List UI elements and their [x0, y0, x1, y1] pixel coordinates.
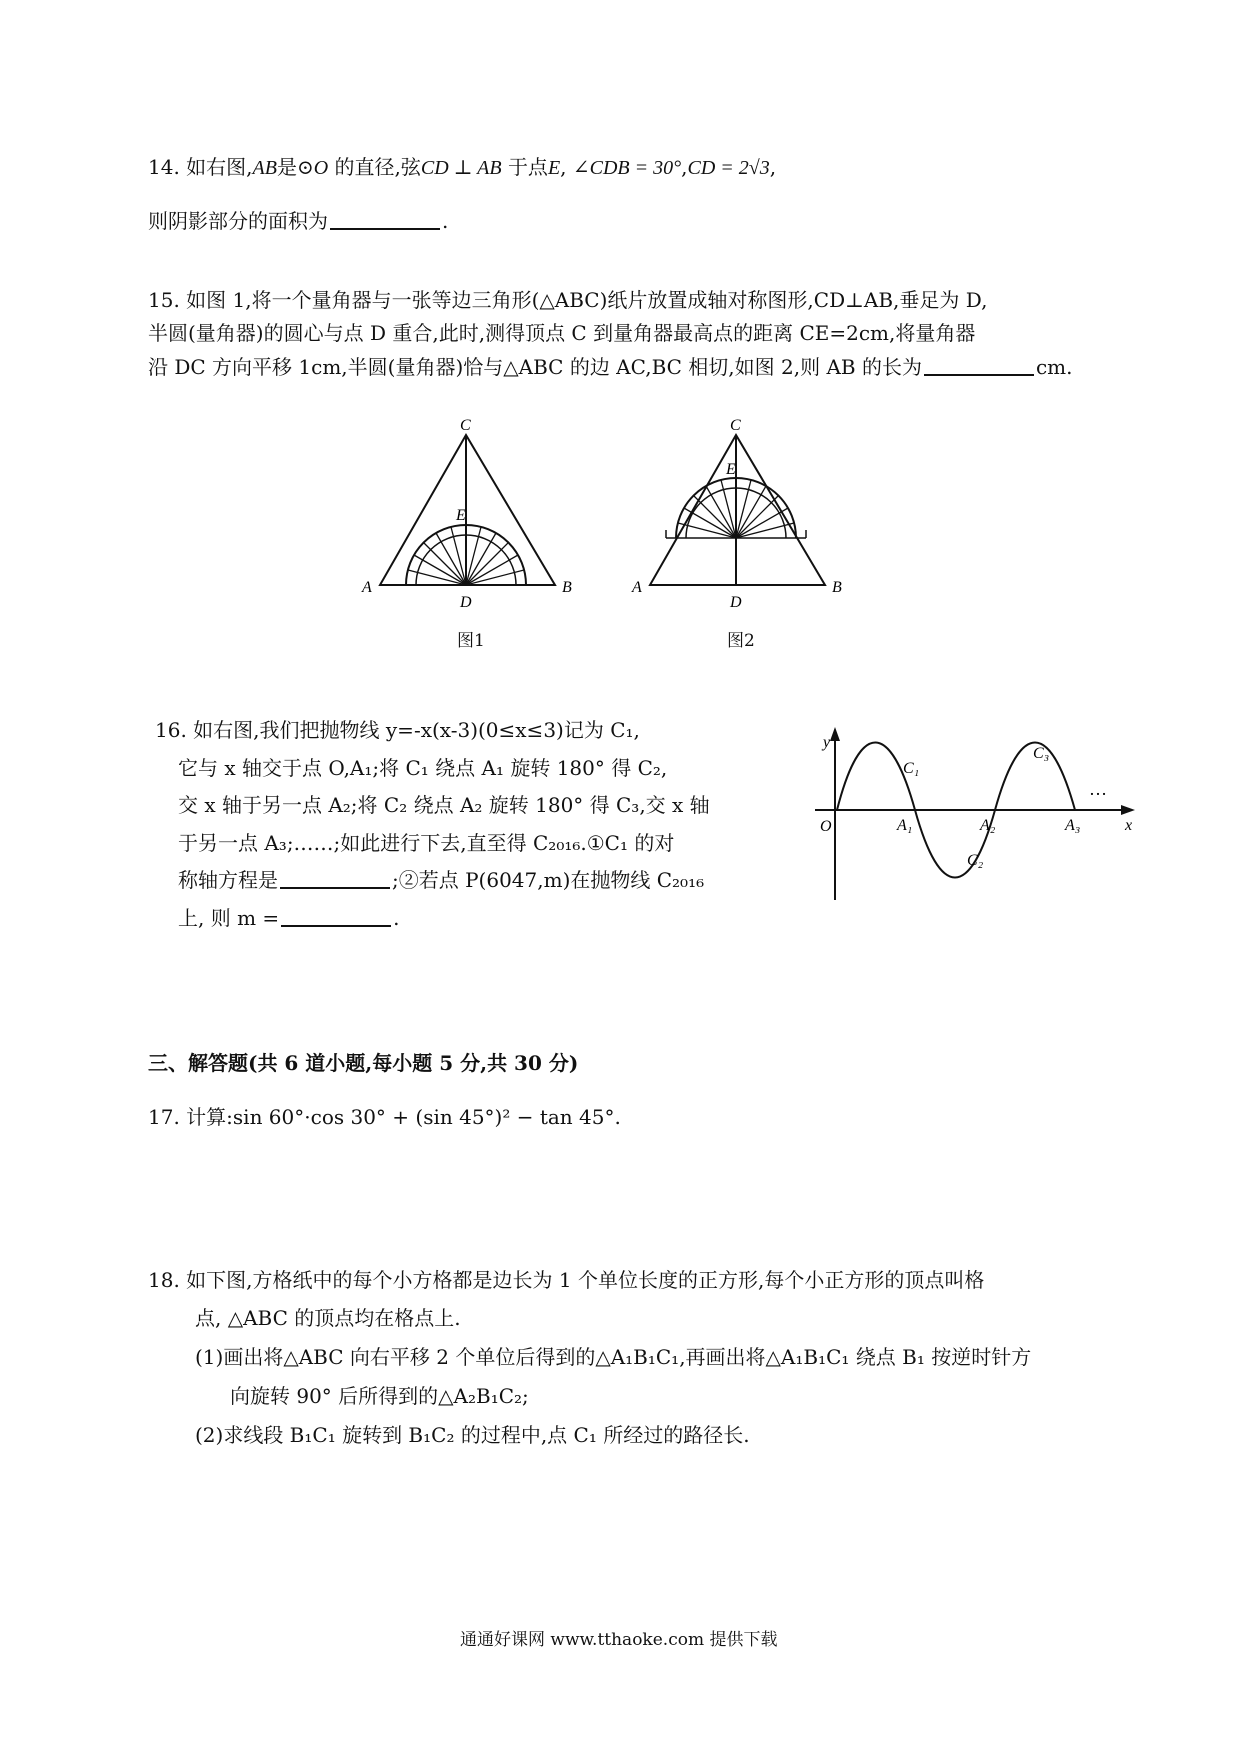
q16-line5: 称轴方程是 ;②若点 P(6047,m)在抛物线 C₂₀₁₆: [178, 868, 705, 892]
q17-line: 17. 计算:sin 60°·cos 30° + (sin 45°)² − tan 45°.: [148, 1105, 621, 1129]
q14-line1: 14. 如右图,AB是⊙O 的直径,弦CD ⊥ AB 于点E, ∠CDB = 30°,CD = 2√3,: [148, 155, 777, 179]
fig2-caption: 图2: [727, 631, 755, 651]
fig1-label-d: D: [460, 594, 472, 611]
fig1-label-c: C: [460, 417, 471, 434]
fig2-label-e: E: [726, 461, 736, 478]
fig1-label-a: A: [362, 579, 372, 596]
figure-1: [360, 417, 580, 620]
fig2-label-b: B: [832, 579, 842, 596]
q16-blank-1: [280, 867, 390, 889]
fig2-label-d: D: [730, 594, 742, 611]
footer-text: 通通好课网 www.tthaoke.com 提供下载: [460, 1630, 778, 1650]
fig2-label-c: C: [730, 417, 741, 434]
q15-answer-blank: [924, 354, 1034, 376]
q16-line2: 它与 x 轴交于点 O,A₁;将 C₁ 绕点 A₁ 旋转 180° 得 C₂,: [178, 756, 668, 780]
q15-line2: 半圆(量角器)的圆心与点 D 重合,此时,测得顶点 C 到量角器最高点的距离 CE=2cm,将量角器: [148, 321, 976, 345]
q14-number: 14.: [148, 155, 180, 179]
graph-label-a1: A₁: [897, 817, 913, 834]
section-3-heading: 三、解答题(共 6 道小题,每小题 5 分,共 30 分): [148, 1051, 579, 1075]
graph-label-y: y: [823, 734, 831, 751]
q15-line1: 15. 如图 1,将一个量角器与一张等边三角形(△ABC)纸片放置成轴对称图形,CD⊥AB,垂足为 D,: [148, 288, 988, 312]
fig1-label-b: B: [562, 579, 572, 596]
q16-parabola-graph: [805, 725, 1135, 905]
graph-label-c3: C₃: [1033, 745, 1050, 762]
fig2-label-a: A: [632, 579, 642, 596]
q16-line3: 交 x 轴于另一点 A₂;将 C₂ 绕点 A₂ 旋转 180° 得 C₃,交 x 轴: [178, 793, 710, 817]
q18-part2: (2)求线段 B₁C₁ 旋转到 B₁C₂ 的过程中,点 C₁ 所经过的路径长.: [195, 1423, 750, 1447]
graph-label-c1: C₁: [903, 760, 920, 777]
fig1-caption: 图1: [457, 631, 485, 651]
figure-2: [630, 417, 850, 620]
graph-label-a3: A₃: [1065, 817, 1081, 834]
q18-line2: 点, △ABC 的顶点均在格点上.: [195, 1306, 461, 1330]
graph-label-c2: C₂: [967, 852, 984, 869]
graph-label-ellipsis: …: [1089, 779, 1107, 799]
graph-label-a2: A₂: [980, 817, 996, 834]
q15-line3: 沿 DC 方向平移 1cm,半圆(量角器)恰与△ABC 的边 AC,BC 相切,如图 2,则 AB 的长为 cm.: [148, 355, 1073, 379]
q18-part1-line1: (1)画出将△ABC 向右平移 2 个单位后得到的△A₁B₁C₁,再画出将△A₁B₁C₁ 绕点 B₁ 按逆时针方: [195, 1345, 1032, 1369]
q16-line1: 16. 如右图,我们把抛物线 y=-x(x-3)(0≤x≤3)记为 C₁,: [155, 718, 640, 742]
q14-line2: 则阴影部分的面积为 .: [148, 209, 449, 233]
graph-label-x: x: [1125, 817, 1133, 834]
q16-line6: 上, 则 m = .: [178, 906, 400, 930]
q18-part1-line2: 向旋转 90° 后所得到的△A₂B₁C₂;: [230, 1384, 529, 1408]
q14-answer-blank: [330, 208, 440, 230]
fig1-label-e: E: [456, 507, 466, 524]
q18-line1: 18. 如下图,方格纸中的每个小方格都是边长为 1 个单位长度的正方形,每个小正方形的顶点叫格: [148, 1268, 985, 1292]
q16-blank-2: [281, 905, 391, 927]
q16-line4: 于另一点 A₃;……;如此进行下去,直至得 C₂₀₁₆.①C₁ 的对: [178, 831, 675, 855]
graph-label-o: O: [820, 818, 832, 835]
